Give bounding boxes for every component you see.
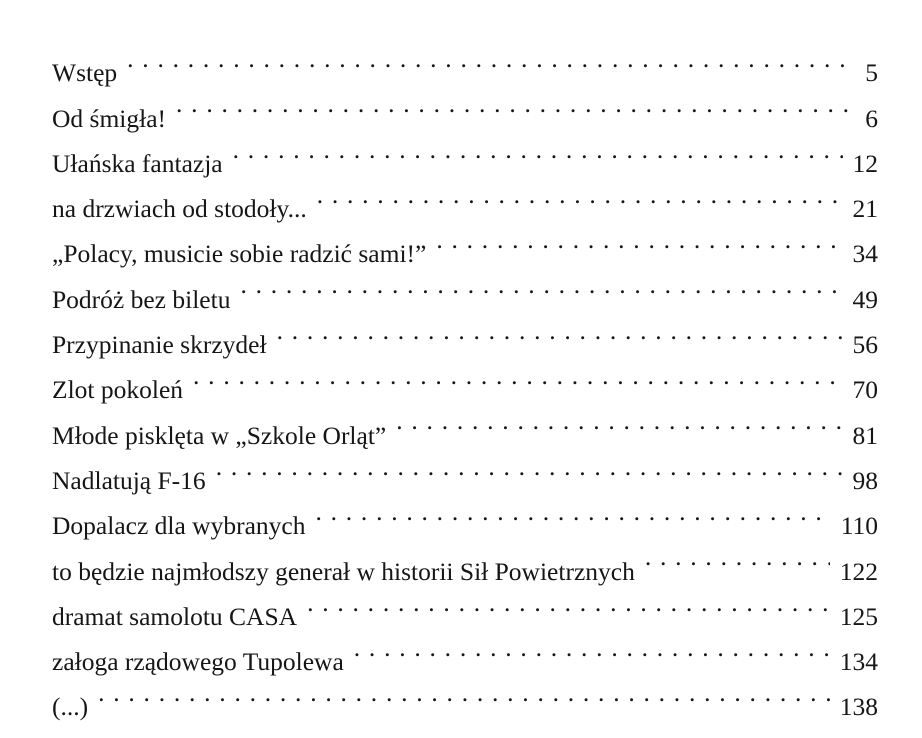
toc-entry-page: 21 bbox=[852, 194, 878, 224]
toc-entry-page: 12 bbox=[852, 148, 878, 178]
dot-leader bbox=[396, 398, 842, 443]
toc-entry-page: 122 bbox=[839, 556, 878, 586]
dot-leader bbox=[216, 444, 843, 489]
toc-entry-page: 110 bbox=[840, 511, 878, 541]
toc-entry-title: Wstęp bbox=[52, 58, 118, 88]
dot-leader bbox=[645, 534, 830, 579]
toc-entry-page: 56 bbox=[852, 330, 878, 360]
dot-leader bbox=[277, 308, 843, 353]
toc-entry-title: „Polacy, musicie sobie radzić sami!” bbox=[52, 239, 427, 269]
toc-entry-page: 125 bbox=[839, 601, 878, 631]
toc-entry-title: załoga rządowego Tupolewa bbox=[52, 647, 344, 677]
dot-leader bbox=[193, 353, 842, 398]
toc-entry-page: 134 bbox=[839, 647, 878, 677]
toc-entry-title: Młode pisklęta w „Szkole Orląt” bbox=[52, 420, 387, 450]
toc-entry-page: 70 bbox=[852, 375, 878, 405]
dot-leader bbox=[307, 580, 830, 625]
toc-entry bbox=[52, 670, 878, 722]
dot-leader bbox=[436, 217, 842, 262]
toc-entry-title: na drzwiach od stodoły... bbox=[52, 194, 307, 224]
dot-leader bbox=[176, 81, 850, 126]
dot-leader bbox=[98, 670, 830, 715]
toc-entry-title: dramat samolotu CASA bbox=[52, 601, 298, 631]
toc-entry-page: 98 bbox=[852, 465, 878, 495]
dot-leader bbox=[240, 262, 842, 307]
dot-leader bbox=[127, 36, 850, 81]
toc-entry-page: 138 bbox=[839, 692, 878, 722]
toc-entry-title: Zlot pokoleń bbox=[52, 375, 184, 405]
toc-entry-title: to będzie najmłodszy generał w historii Sił Powietrznych bbox=[52, 556, 635, 586]
toc-entry-page: 49 bbox=[852, 284, 878, 314]
toc-entry-title: Ułańska fantazja bbox=[52, 148, 223, 178]
table-of-contents bbox=[52, 36, 878, 722]
dot-leader bbox=[354, 625, 830, 670]
toc-entry-page: 5 bbox=[865, 58, 878, 88]
toc-entry bbox=[52, 81, 878, 133]
toc-entry-title: Podróż bez biletu bbox=[52, 284, 231, 314]
toc-entry-title: Przypinanie skrzydeł bbox=[52, 330, 267, 360]
toc-entry-title: Nadlatują F-16 bbox=[52, 465, 206, 495]
toc-entry-page: 6 bbox=[865, 103, 878, 133]
dot-leader bbox=[315, 489, 830, 534]
dot-leader bbox=[233, 127, 843, 172]
toc-entry-title: Od śmigła! bbox=[52, 103, 167, 133]
toc-entry-page: 81 bbox=[852, 420, 878, 450]
toc-entry-title: (...) bbox=[52, 692, 89, 722]
toc-entry-page: 34 bbox=[852, 239, 878, 269]
toc-entry bbox=[52, 36, 878, 88]
dot-leader bbox=[317, 172, 843, 217]
toc-entry-title: Dopalacz dla wybranych bbox=[52, 511, 306, 541]
